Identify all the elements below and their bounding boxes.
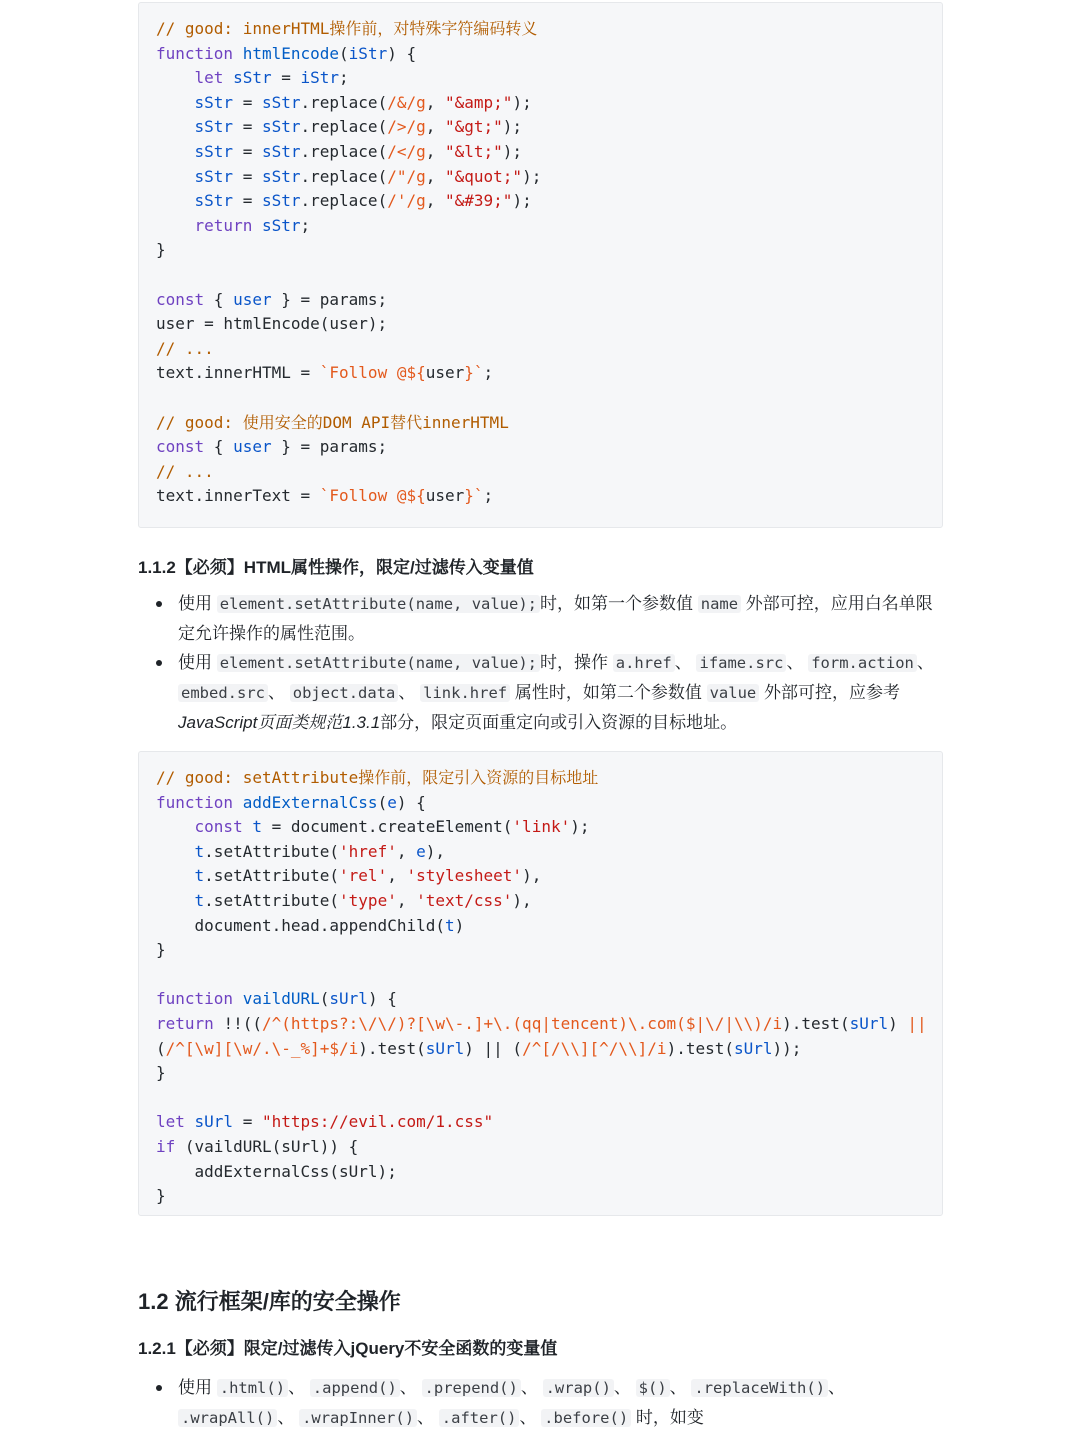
list-text: 、 <box>669 1378 692 1397</box>
code-token: sUrl <box>425 1038 465 1058</box>
code-token: htmlEncode <box>242 43 340 63</box>
inline-code: value <box>707 684 760 702</box>
code-token: sStr <box>194 141 234 161</box>
list-text: 时，如变 <box>631 1408 704 1427</box>
code-token: .replace( <box>300 166 388 186</box>
code-token: ( <box>319 989 330 1009</box>
code-line <box>156 963 942 988</box>
code-token: sStr <box>261 191 301 211</box>
code-line <box>156 288 942 313</box>
code-token: , <box>425 92 445 112</box>
inline-code: .prepend() <box>422 1379 521 1397</box>
code-token: user <box>425 363 465 383</box>
code-token: ), <box>512 890 532 910</box>
code-token: text.innerHTML = <box>156 363 320 383</box>
heading-1-1-2: 1.1.2【必须】HTML属性操作，限定/过滤传入变量值 <box>138 558 534 577</box>
code-token: ); <box>502 117 523 137</box>
code-line <box>156 17 942 42</box>
code-token: // ... <box>156 461 214 481</box>
list-text: 使用 <box>178 1378 217 1397</box>
code-token: iStr <box>300 68 340 88</box>
code-token: // good: 使用安全的DOM API替代innerHTML <box>156 412 509 432</box>
list-text: 、 <box>674 653 697 672</box>
code-token: "&gt;" <box>445 117 503 137</box>
list-text: 属性时，如第二个参数值 <box>510 683 707 702</box>
code-line <box>156 1012 942 1037</box>
list-text: 、 <box>786 653 809 672</box>
code-token: ) { <box>367 989 397 1009</box>
code-token: , <box>396 841 417 861</box>
inline-code: .wrapAll() <box>178 1409 277 1427</box>
code-line <box>156 815 942 840</box>
list-text: 外部可控，应参考 <box>759 683 900 702</box>
code-line <box>156 312 942 337</box>
code-token: return <box>194 215 262 235</box>
code-token: sStr <box>261 117 301 137</box>
code-token: /&/g <box>387 92 426 112</box>
code-token: "&lt;" <box>445 141 503 161</box>
list-text: 部分，限定页面重定向或引入资源的目标地址。 <box>380 713 738 732</box>
code-token: ( <box>339 43 349 63</box>
code-token: ).test( <box>782 1013 850 1033</box>
code-token: user = htmlEncode(user); <box>156 314 388 334</box>
inline-code: .html() <box>217 1379 288 1397</box>
code-token: addExternalCss(sUrl); <box>156 1161 397 1181</box>
code-token: ).test( <box>358 1038 426 1058</box>
code-token: const <box>156 289 214 309</box>
code-token: let <box>194 68 234 88</box>
code-token: , <box>425 166 445 186</box>
code-token <box>156 167 195 186</box>
code-line <box>156 840 942 865</box>
code-line <box>156 91 942 116</box>
code-line <box>156 140 942 165</box>
code-token: sStr <box>261 215 301 235</box>
code-token: t <box>194 841 205 861</box>
inline-code: element.setAttribute(name, value); <box>217 595 540 613</box>
list-text: 时，如第一个参数值 <box>540 594 698 613</box>
list-text: 、 <box>417 1408 439 1427</box>
code-token <box>156 216 195 235</box>
code-token: sStr <box>194 191 234 211</box>
code-token <box>156 817 195 836</box>
code-token: ; <box>339 68 349 88</box>
list-text: 、 <box>519 1408 542 1427</box>
heading-1-2: 1.2 流行框架/库的安全操作 <box>138 1289 401 1314</box>
code-token: } <box>156 940 166 960</box>
code-line <box>156 484 942 509</box>
code-token: "&quot;" <box>445 166 523 186</box>
inline-code: .wrapInner() <box>299 1409 417 1427</box>
code-line <box>156 864 942 889</box>
list-text: 、 <box>613 1378 636 1397</box>
code-token: ( <box>156 1038 166 1058</box>
code-token: sStr <box>261 141 301 161</box>
code-token: sStr <box>194 166 234 186</box>
code-token: ); <box>522 166 542 186</box>
code-line <box>156 938 942 963</box>
code-token: = <box>233 117 262 137</box>
code-token: "https://evil.com/1.css" <box>261 1112 494 1132</box>
list-text: 、 <box>916 653 934 672</box>
inline-code: .replaceWith() <box>691 1379 828 1397</box>
code-token: /^(https?:\/\/)?[\w\-.]+\.(qq|tencent)\.com($|\/|\\)/i <box>261 1013 783 1033</box>
code-token: const <box>194 817 253 837</box>
code-token: ; <box>300 215 311 235</box>
code-token: 'rel' <box>339 866 388 886</box>
code-line <box>156 435 942 460</box>
code-token: .replace( <box>300 141 388 161</box>
code-token: ) <box>454 915 465 935</box>
code-token: .setAttribute( <box>204 866 340 886</box>
code-line <box>156 791 942 816</box>
code-token: t <box>444 915 455 935</box>
code-token: = <box>233 1112 262 1132</box>
code-token: .setAttribute( <box>204 841 340 861</box>
code-token: 'type' <box>339 890 397 910</box>
code-line <box>156 766 942 791</box>
code-line <box>156 889 942 914</box>
code-line <box>156 1037 942 1062</box>
code-token: /"/g <box>387 166 426 186</box>
list-text: 、 <box>398 683 421 702</box>
code-line <box>156 165 942 190</box>
code-line <box>156 987 942 1012</box>
inline-code: name <box>698 595 741 613</box>
code-line <box>156 337 942 362</box>
inline-code: element.setAttribute(name, value); <box>217 654 540 672</box>
code-token: )); <box>772 1038 802 1058</box>
code-token: , <box>425 117 445 137</box>
code-token <box>156 191 195 210</box>
code-line <box>156 263 942 288</box>
code-token: = <box>233 191 262 211</box>
code-token: 'link' <box>512 817 571 837</box>
code-token: e <box>416 841 426 861</box>
code-token: sUrl <box>849 1013 889 1033</box>
code-token: }` <box>464 486 484 506</box>
code-token: , <box>387 866 407 886</box>
code-token: ; <box>483 363 494 383</box>
code-token <box>156 866 195 885</box>
code-token: || <box>907 1013 927 1033</box>
bullet-list-1-2-1 <box>138 1373 948 1433</box>
code-token: user <box>233 437 272 457</box>
code-token: "&#39;" <box>445 191 513 211</box>
code-token: user <box>233 289 272 309</box>
code-token: , <box>396 890 417 910</box>
list-text: 、 <box>268 683 290 702</box>
code-token: /'/g <box>387 191 426 211</box>
code-block-set-attribute <box>138 751 943 1216</box>
code-token: sStr <box>194 117 234 137</box>
code-token: 'text/css' <box>416 890 513 910</box>
code-token: const <box>156 437 214 457</box>
code-token <box>156 93 195 112</box>
code-line <box>156 115 942 140</box>
code-token: } <box>156 1063 166 1083</box>
code-line <box>156 214 942 239</box>
code-token: = <box>233 166 262 186</box>
code-line <box>156 460 942 485</box>
code-token: text.innerText = <box>156 486 320 506</box>
code-token: `Follow @${ <box>319 486 426 506</box>
code-token: document.head.appendChild( <box>156 915 445 935</box>
code-token: sStr <box>194 92 234 112</box>
code-line <box>156 386 942 411</box>
code-token: = <box>233 141 262 161</box>
code-token: `Follow @${ <box>319 363 426 383</box>
inline-code: link.href <box>420 684 510 702</box>
code-token: ), <box>522 866 542 886</box>
code-token: !!(( <box>223 1013 262 1033</box>
code-line <box>156 1160 942 1185</box>
code-token: /^[/\\][^/\\]/i <box>522 1038 667 1058</box>
code-token: // ... <box>156 338 214 358</box>
inline-code: embed.src <box>178 684 268 702</box>
code-token: (vaildURL(sUrl)) { <box>184 1136 359 1156</box>
code-token: .replace( <box>300 92 388 112</box>
code-token: t <box>194 890 205 910</box>
code-token: 'stylesheet' <box>406 866 523 886</box>
list-text: 、 <box>277 1408 300 1427</box>
code-token: />/g <box>387 117 426 137</box>
list-item <box>138 648 948 737</box>
code-token: ( <box>377 792 388 812</box>
list-text: 时，操作 <box>540 653 613 672</box>
code-line <box>156 66 942 91</box>
code-line <box>156 189 942 214</box>
list-text: 外部可控，应用白名单限定允许操作的属性范围。 <box>178 594 933 643</box>
code-token: = <box>233 92 262 112</box>
code-token: ); <box>512 191 532 211</box>
code-token: vaildURL <box>242 989 320 1009</box>
code-token: ) <box>888 1013 908 1033</box>
code-token: = <box>271 68 301 88</box>
code-line <box>156 1110 942 1135</box>
code-token: } = params; <box>271 437 388 457</box>
code-line <box>156 1184 942 1209</box>
list-item <box>138 1373 948 1433</box>
code-token: { <box>213 437 234 457</box>
emphasis-text: JavaScript页面类规范1.3.1 <box>178 713 381 732</box>
code-token: ); <box>570 817 590 837</box>
code-line <box>156 914 942 939</box>
code-token: sUrl <box>734 1038 773 1058</box>
code-token: addExternalCss <box>242 792 378 812</box>
code-token: } <box>156 240 166 260</box>
code-token: }` <box>464 363 484 383</box>
code-token: } = params; <box>271 289 388 309</box>
code-token: function <box>156 43 243 63</box>
code-line <box>156 361 942 386</box>
code-token: = document.createElement( <box>261 817 513 837</box>
inline-code: .after() <box>439 1409 520 1427</box>
code-token: iStr <box>348 43 388 63</box>
code-line <box>156 411 942 436</box>
list-text: 、 <box>399 1378 422 1397</box>
code-token: function <box>156 792 243 812</box>
list-text: 、 <box>520 1378 543 1397</box>
code-line <box>156 42 942 67</box>
list-item <box>138 589 948 648</box>
bullet-list-1-1-2 <box>138 589 948 737</box>
code-line <box>156 1135 942 1160</box>
inline-code: $() <box>636 1379 670 1397</box>
code-line <box>156 1086 942 1111</box>
inline-code: .append() <box>310 1379 400 1397</box>
code-token: } <box>156 1186 166 1206</box>
code-block-html-encode <box>138 2 943 528</box>
code-token: ); <box>512 92 532 112</box>
code-token: function <box>156 989 243 1009</box>
list-text: 使用 <box>178 653 217 672</box>
code-token: user <box>425 486 465 506</box>
code-token: // good: innerHTML操作前，对特殊字符编码转义 <box>156 19 538 38</box>
inline-code: .before() <box>541 1409 631 1427</box>
code-token: sStr <box>261 166 301 186</box>
inline-code: ifame.src <box>696 654 786 672</box>
code-token: ).test( <box>666 1038 734 1058</box>
list-text: 使用 <box>178 594 217 613</box>
code-token: if <box>156 1136 185 1156</box>
code-token <box>156 891 195 910</box>
code-token: /</g <box>387 141 426 161</box>
code-token: return <box>156 1013 224 1033</box>
inline-code: a.href <box>613 654 675 672</box>
code-line <box>156 1061 942 1086</box>
code-token: sStr <box>261 92 301 112</box>
code-token <box>156 68 195 87</box>
code-token: ) { <box>396 792 426 812</box>
code-token: .replace( <box>300 117 388 137</box>
code-token <box>156 142 195 161</box>
code-token: let <box>156 1112 195 1132</box>
heading-1-2-1: 1.2.1【必须】限定/过滤传入jQuery不安全函数的变量值 <box>138 1339 558 1358</box>
inline-code: object.data <box>290 684 399 702</box>
code-token: { <box>213 289 234 309</box>
code-token: sUrl <box>329 989 368 1009</box>
code-token: ), <box>425 841 445 861</box>
code-token: t <box>252 817 262 837</box>
code-token: , <box>425 191 445 211</box>
code-token: 'href' <box>339 841 397 861</box>
list-text: 、 <box>828 1378 846 1397</box>
code-token <box>156 117 195 136</box>
code-token: sStr <box>233 68 272 88</box>
code-line <box>156 238 942 263</box>
code-token: ); <box>502 141 523 161</box>
code-token: .setAttribute( <box>204 890 340 910</box>
code-token: ; <box>483 486 494 506</box>
inline-code: form.action <box>808 654 917 672</box>
code-token: ) || ( <box>464 1038 523 1058</box>
code-token: ) { <box>387 43 417 63</box>
code-token: // good: setAttribute操作前，限定引入资源的目标地址 <box>156 768 599 787</box>
code-token: /^[\w][\w/.\-_%]+$/i <box>165 1038 359 1058</box>
code-token: , <box>425 141 445 161</box>
list-text: 、 <box>288 1378 310 1397</box>
inline-code: .wrap() <box>543 1379 614 1397</box>
code-token: e <box>387 792 397 812</box>
code-token: "&amp;" <box>445 92 513 112</box>
code-token: sUrl <box>194 1112 234 1132</box>
code-token <box>156 842 195 861</box>
code-token: .replace( <box>300 191 388 211</box>
code-token: t <box>194 866 205 886</box>
